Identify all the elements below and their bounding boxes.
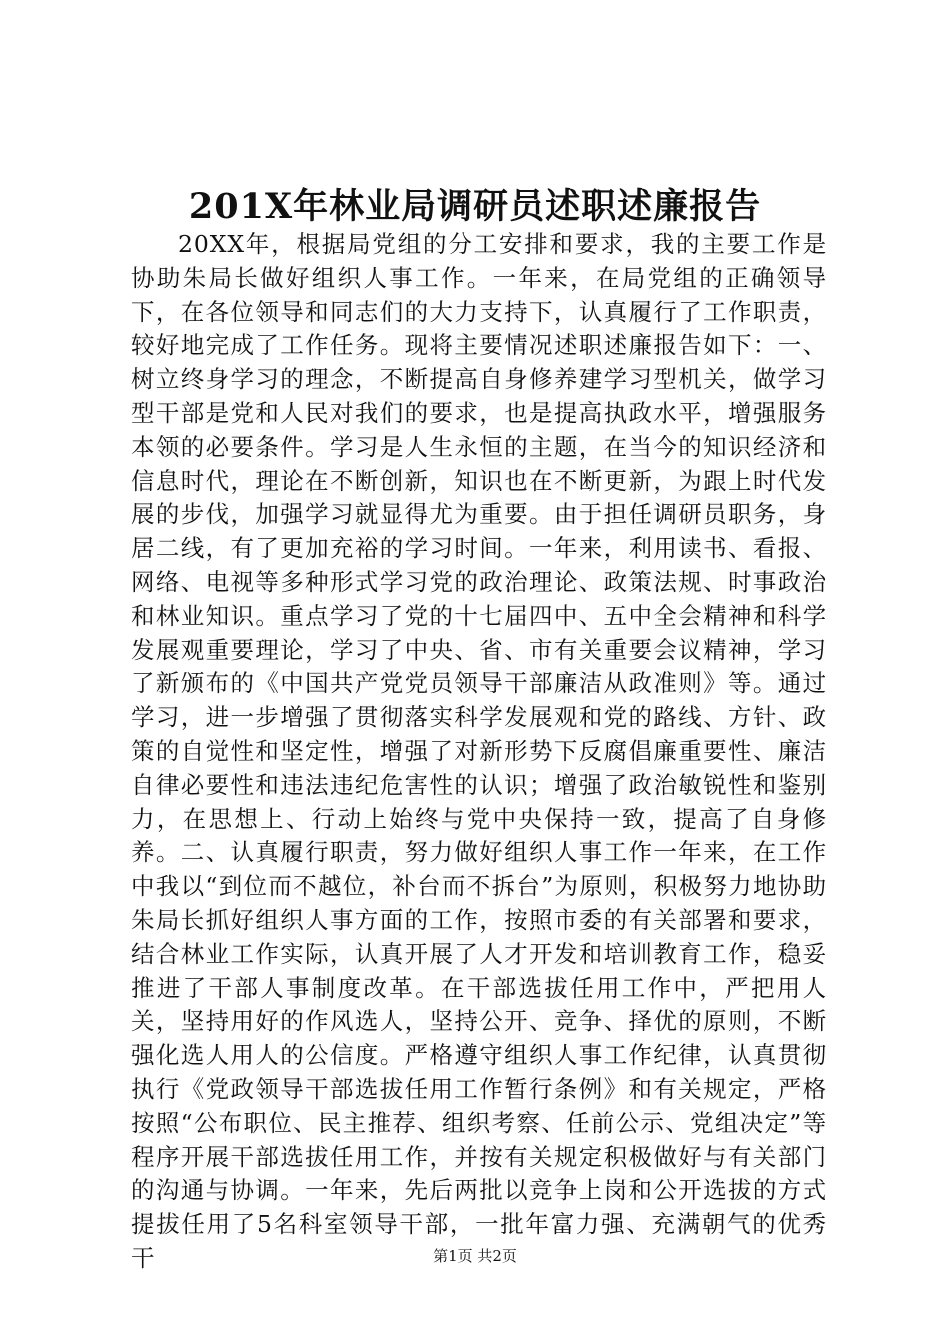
document-body-paragraph: 20XX年，根据局党组的分工安排和要求，我的主要工作是协助朱局长做好组织人事工作。一年来，在局党组的正确领导下，在各位领导和同志们的大力支持下，认真履行了工作职责，较好地完成了工作任务。现将主要情况述职述廉报告如下：一、树立终身学习的理念，不断提高自身修养建学习型机关，做学习型干部是党和人民对我们的要求，也是提高执政水平，增强服务本领的必要条件。学习是人生永恒的主题，在当今的知识经济和信息时代，理论在不断创新，知识也在不断更新，为跟上时代发展的步伐，加强学习就显得尤为重要。由于担任调研员职务，身居二线，有了更加充裕的学习时间。一年来，利用读书、看报、网络、电视等多种形式学习党的政治理论、政策法规、时事政治和林业知识。重点学习了党的十七届四中、五中全会精神和科学发展观重要理论，学习了中央、省、市有关重要会议精神，学习了新颁布的《中国共产党党员领导干部廉洁从政准则》等。通过学习，进一步增强了贯彻落实科学发展观和党的路线、方针、政策的自觉性和坚定性，增强了对新形势下反腐倡廉重要性、廉洁自律必要性和违法违纪危害性的认识；增强了政治敏锐性和鉴别力，在思想上、行动上始终与党中央保持一致，提高了自身修养。二、认真履行职责，努力做好组织人事工作一年来，在工作中我以“到位而不越位，补台而不拆台”为原则，积极努力地协助朱局长抓好组织人事方面的工作，按照市委的有关部署和要求，结合林业工作实际，认真开展了人才开发和培训教育工作，稳妥推进了干部人事制度改革。在干部选拔任用工作中，严把用人关，坚持用好的作风选人，坚持公开、竞争、择优的原则，不断强化选人用人的公信度。严格遵守组织人事工作纪律，认真贯彻执行《党政领导干部选拔任用工作暂行条例》和有关规定，严格按照“公布职位、民主推荐、组织考察、任前公示、党组决定”等程序开展干部选拔任用工作，并按有关规定积极做好与有关部门的沟通与协调。一年来，先后两批以竞争上岗和公开选拔的方式提拔任用了5名科室领导干部，一批年富力强、充满朝气的优秀干 — [131, 230, 827, 1272]
document-title: 201X年林业局调研员述职述廉报告 — [188, 186, 762, 227]
page-number-footer: 第1页 共2页 — [433, 1247, 517, 1265]
